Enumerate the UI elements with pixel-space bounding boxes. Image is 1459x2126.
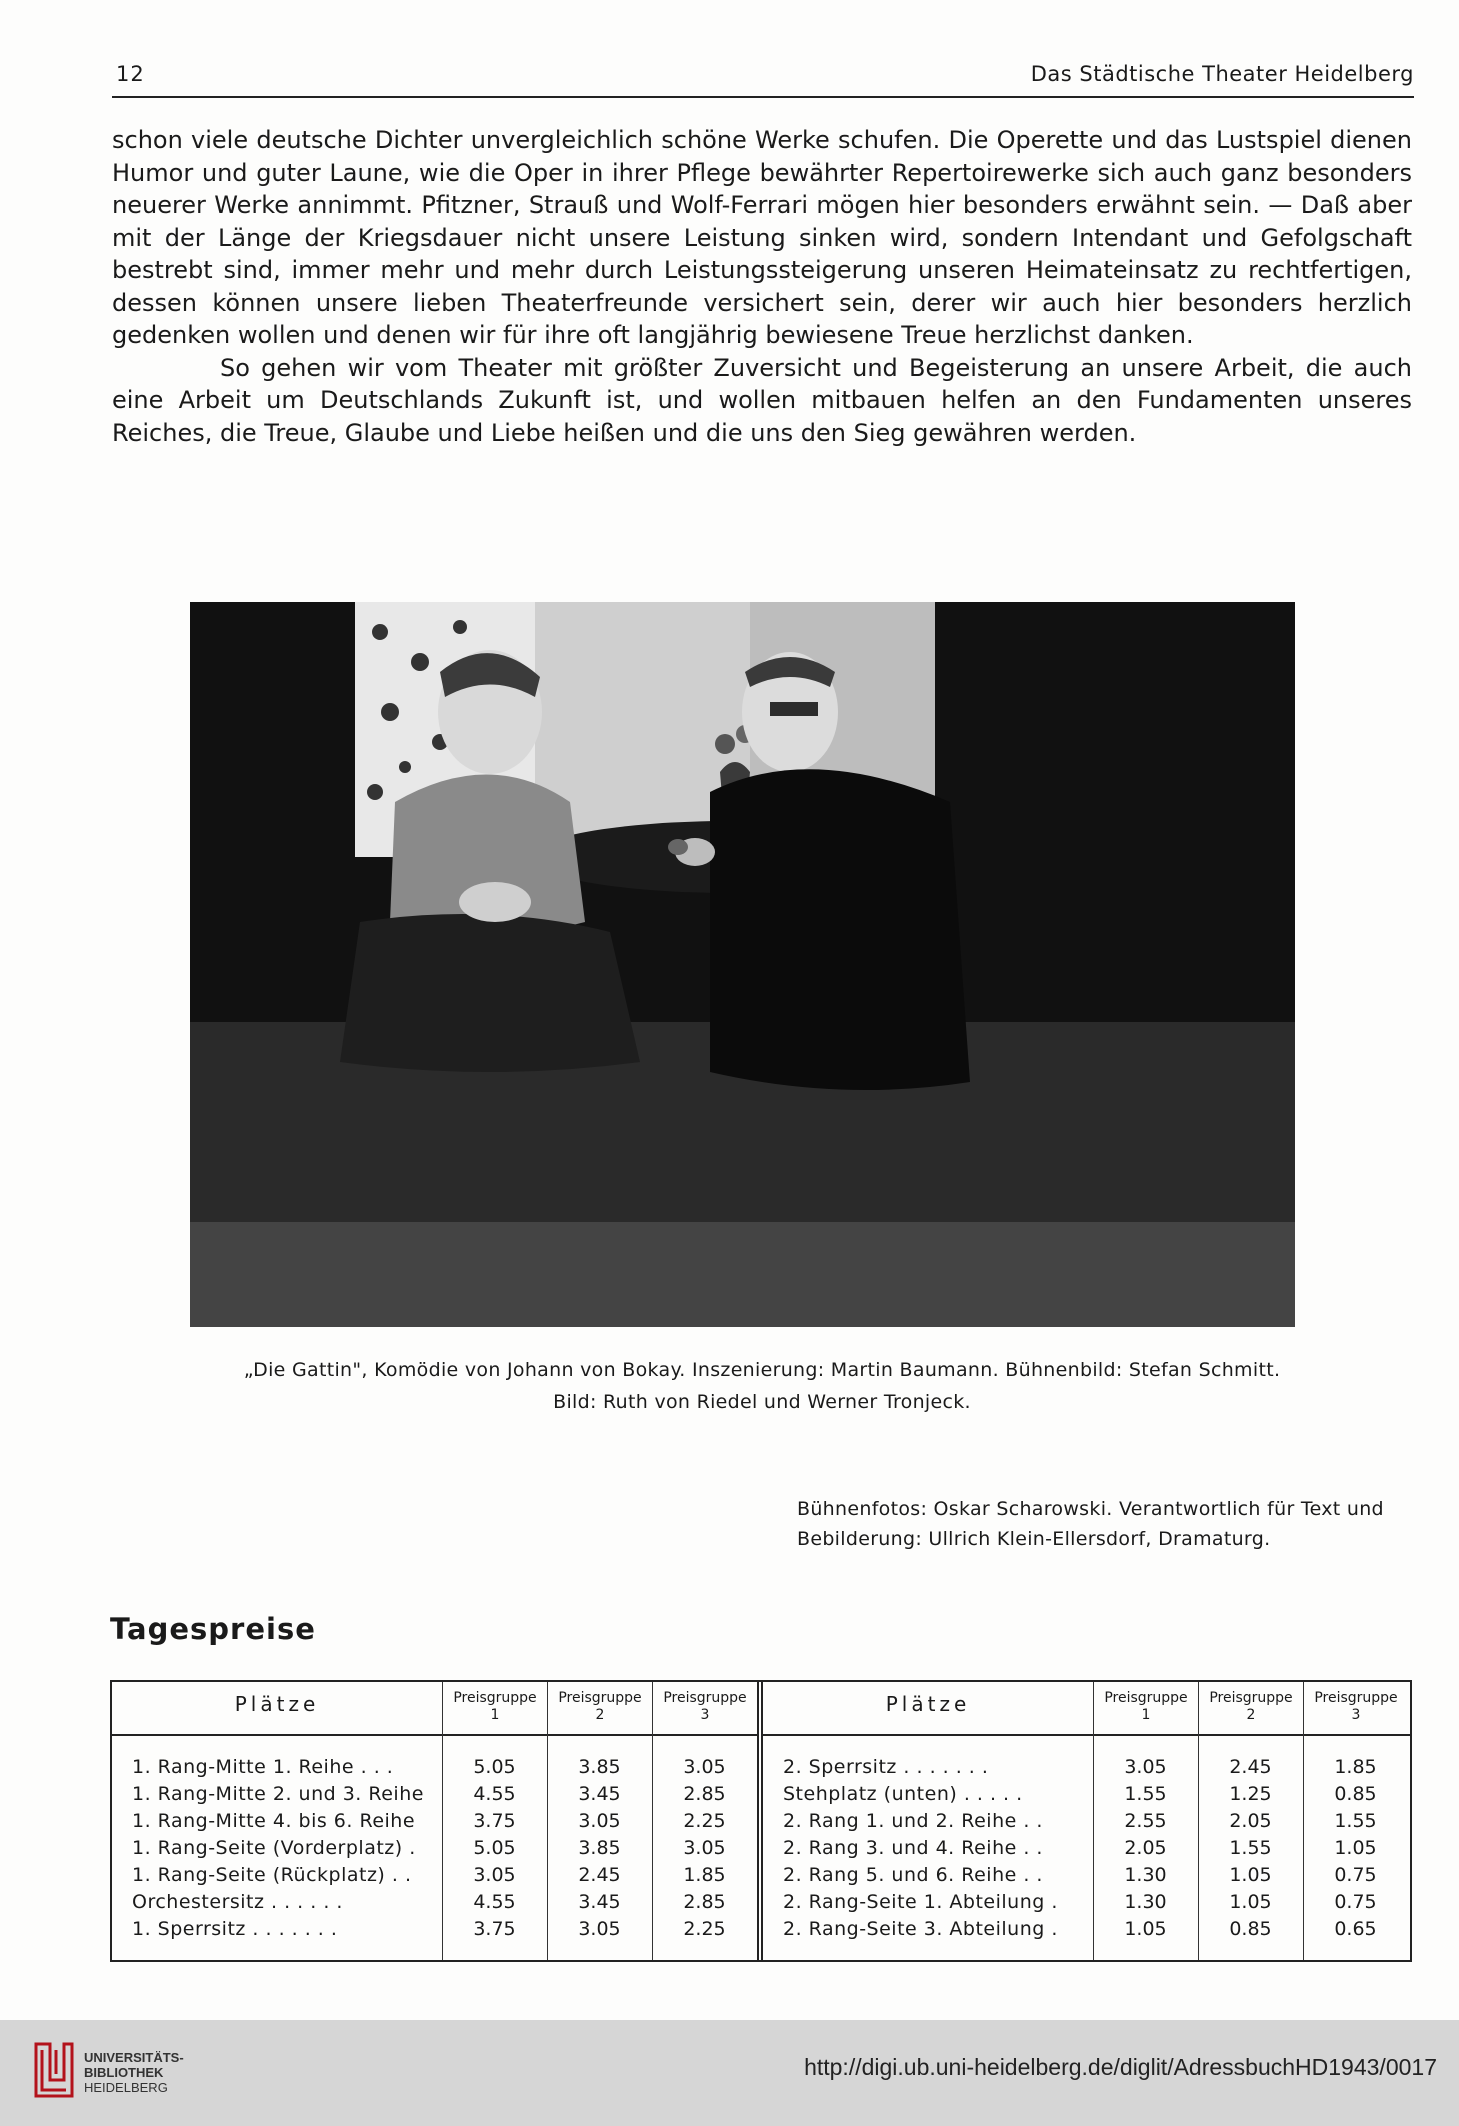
place-name: 1. Rang-Seite (Rückplatz) . .	[132, 1864, 412, 1886]
library-footer-bar	[0, 2020, 1459, 2126]
prices-title: Tagespreise	[110, 1612, 316, 1646]
table-row	[112, 1889, 757, 1916]
price-group-1: 3.75	[473, 1810, 516, 1832]
price-group-1: 2.05	[1124, 1837, 1167, 1859]
price-group-2: 3.85	[578, 1756, 621, 1778]
table-header-right	[763, 1682, 1410, 1736]
table-row	[763, 1808, 1410, 1835]
price-group-2: 1.05	[1229, 1891, 1272, 1913]
page-number: 12	[116, 62, 145, 86]
price-group-3: 0.65	[1334, 1918, 1377, 1940]
price-group-3: 3.05	[683, 1837, 726, 1859]
price-table-right	[763, 1682, 1410, 1960]
price-group-2: 3.05	[578, 1810, 621, 1832]
running-title: Das Städtische Theater Heidelberg	[1030, 62, 1414, 86]
price-table	[110, 1680, 1412, 1962]
price-group-2: 1.25	[1229, 1783, 1272, 1805]
table-header-left	[112, 1682, 757, 1736]
library-name-line-3: HEIDELBERG	[84, 2080, 168, 2095]
table-row	[112, 1754, 757, 1781]
price-group-3: 1.05	[1334, 1837, 1377, 1859]
place-name: 2. Sperrsitz . . . . . . .	[783, 1756, 989, 1778]
price-group-1: 2.55	[1124, 1810, 1167, 1832]
library-name-line-2: BIBLIOTHEK	[84, 2065, 164, 2080]
column-header-group-2	[547, 1682, 652, 1734]
price-group-1: 5.05	[473, 1837, 516, 1859]
library-name-line-1: UNIVERSITÄTS-	[84, 2050, 184, 2065]
place-name: 1. Rang-Mitte 2. und 3. Reihe	[132, 1783, 424, 1805]
caption-line-2: Bild: Ruth von Riedel und Werner Tronjeck.	[553, 1391, 971, 1413]
price-group-2: 0.85	[1229, 1918, 1272, 1940]
column-header-places: Plätze	[885, 1692, 971, 1716]
price-group-3: 2.25	[683, 1810, 726, 1832]
table-row	[112, 1835, 757, 1862]
table-row	[112, 1862, 757, 1889]
place-name: 1. Sperrsitz . . . . . . .	[132, 1918, 338, 1940]
caption-line-1: „Die Gattin", Komödie von Johann von Bokay. Inszenierung: Martin Baumann. Bühnenbild: Stefan Schmitt.	[243, 1359, 1281, 1381]
place-name: 2. Rang-Seite 1. Abteilung .	[783, 1891, 1058, 1913]
place-name: 2. Rang 3. und 4. Reihe . .	[783, 1837, 1043, 1859]
group-label: Preisgruppe	[1314, 1690, 1398, 1706]
credits-line-2: Bebilderung: Ullrich Klein-Ellersdorf, Dramaturg.	[797, 1528, 1271, 1550]
group-label: Preisgruppe	[1209, 1690, 1293, 1706]
price-group-1: 1.55	[1124, 1783, 1167, 1805]
photo-caption	[112, 1354, 1412, 1418]
stage-photo-image	[190, 602, 1295, 1327]
price-group-3: 2.85	[683, 1783, 726, 1805]
price-group-2: 1.55	[1229, 1837, 1272, 1859]
price-group-3: 0.75	[1334, 1891, 1377, 1913]
price-group-2: 3.85	[578, 1837, 621, 1859]
table-row	[763, 1889, 1410, 1916]
price-group-1: 3.05	[1124, 1756, 1167, 1778]
table-row	[763, 1754, 1410, 1781]
price-group-1: 1.05	[1124, 1918, 1167, 1940]
price-group-2: 1.05	[1229, 1864, 1272, 1886]
table-row	[112, 1781, 757, 1808]
price-group-1: 4.55	[473, 1783, 516, 1805]
table-row	[763, 1862, 1410, 1889]
group-label: Preisgruppe	[663, 1690, 747, 1706]
price-group-2: 3.05	[578, 1918, 621, 1940]
column-header-group-3	[652, 1682, 757, 1734]
stage-photo	[190, 602, 1295, 1327]
table-row	[112, 1808, 757, 1835]
group-number: 3	[700, 1707, 710, 1723]
price-group-2: 2.45	[1229, 1756, 1272, 1778]
group-number: 2	[595, 1707, 605, 1723]
group-number: 1	[490, 1707, 500, 1723]
body-text	[112, 124, 1412, 449]
table-row	[763, 1781, 1410, 1808]
column-header-group-3	[1303, 1682, 1408, 1734]
place-name: Orchestersitz . . . . . .	[132, 1891, 343, 1913]
page-header	[112, 58, 1414, 98]
place-name: 2. Rang 1. und 2. Reihe . .	[783, 1810, 1043, 1832]
price-group-3: 2.25	[683, 1918, 726, 1940]
paragraph-1: schon viele deutsche Dichter unvergleichlich schöne Werke schufen. Die Operette und das Lustspiel dienen Humor und guter Laune, wie die Oper in ihrer Pflege bewährter Repertoirewerke sich auch ganz besonders neuerer Werke annimmt. Pfitzner, Strauß und Wolf-Ferrari mögen hier besonders erwähnt sein. — Daß aber mit der Länge der Kriegsdauer nicht unsere Leistung sinken wird, sondern Intendant und Gefolgschaft bestrebt sind, immer mehr und mehr durch Leistungssteigerung unseren Heimateinsatz zu rechtfertigen, dessen können unsere lieben Theaterfreunde versichert sein, derer wir auch hier besonders herzlich gedenken wollen und denen wir für ihre oft langjährig bewiesene Treue herzlichst danken.	[112, 126, 1412, 349]
library-name	[84, 2050, 184, 2095]
group-number: 3	[1351, 1707, 1361, 1723]
price-group-3: 1.85	[1334, 1756, 1377, 1778]
column-header-group-1	[1093, 1682, 1198, 1734]
place-name: 2. Rang-Seite 3. Abteilung .	[783, 1918, 1058, 1940]
table-row	[763, 1916, 1410, 1943]
price-group-1: 4.55	[473, 1891, 516, 1913]
table-rows-right	[763, 1754, 1410, 1943]
column-header-places: Plätze	[234, 1692, 320, 1716]
group-label: Preisgruppe	[1104, 1690, 1188, 1706]
table-rows-left	[112, 1754, 757, 1943]
price-group-3: 0.75	[1334, 1864, 1377, 1886]
credits-line-1: Bühnenfotos: Oskar Scharowski. Verantwortlich für Text und	[797, 1498, 1384, 1520]
place-name: 2. Rang 5. und 6. Reihe . .	[783, 1864, 1043, 1886]
price-group-1: 3.05	[473, 1864, 516, 1886]
price-group-3: 0.85	[1334, 1783, 1377, 1805]
price-group-1: 1.30	[1124, 1891, 1167, 1913]
ub-heidelberg-logo-icon	[30, 2040, 78, 2102]
photo-credits	[797, 1494, 1417, 1554]
paragraph-2: So gehen wir vom Theater mit größter Zuversicht und Begeisterung an unsere Arbeit, die auch eine Arbeit um Deutschlands Zukunft ist, und wollen mitbauen helfen an den Fundamenten unseres Reiches, die Treue, Glaube und Liebe heißen und die uns den Sieg gewähren werden.	[112, 353, 1412, 447]
price-table-left	[112, 1682, 757, 1960]
column-header-group-1	[442, 1682, 547, 1734]
price-group-3: 1.85	[683, 1864, 726, 1886]
table-row	[112, 1916, 757, 1943]
price-group-2: 2.45	[578, 1864, 621, 1886]
price-group-3: 1.55	[1334, 1810, 1377, 1832]
price-group-1: 3.75	[473, 1918, 516, 1940]
price-group-1: 1.30	[1124, 1864, 1167, 1886]
table-row	[763, 1835, 1410, 1862]
price-group-2: 2.05	[1229, 1810, 1272, 1832]
group-number: 2	[1246, 1707, 1256, 1723]
price-group-2: 3.45	[578, 1783, 621, 1805]
place-name: 1. Rang-Mitte 4. bis 6. Reihe	[132, 1810, 416, 1832]
source-url-link[interactable]: http://digi.ub.uni-heidelberg.de/diglit/AdressbuchHD1943/0017	[804, 2054, 1437, 2080]
group-label: Preisgruppe	[453, 1690, 537, 1706]
group-number: 1	[1141, 1707, 1151, 1723]
price-group-1: 5.05	[473, 1756, 516, 1778]
column-header-group-2	[1198, 1682, 1303, 1734]
price-group-2: 3.45	[578, 1891, 621, 1913]
group-label: Preisgruppe	[558, 1690, 642, 1706]
price-group-3: 3.05	[683, 1756, 726, 1778]
place-name: 1. Rang-Seite (Vorderplatz) .	[132, 1837, 416, 1859]
place-name: 1. Rang-Mitte 1. Reihe . . .	[132, 1756, 394, 1778]
place-name: Stehplatz (unten) . . . . .	[783, 1783, 1023, 1805]
price-group-3: 2.85	[683, 1891, 726, 1913]
